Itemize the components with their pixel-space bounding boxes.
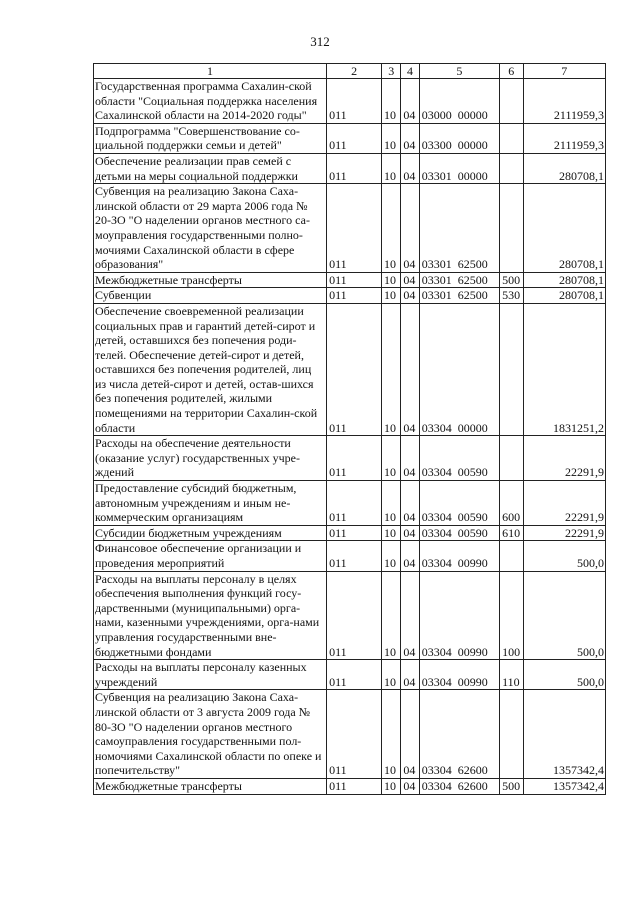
row-section: 10 (382, 660, 401, 690)
row-target-article: 03300 00000 (419, 123, 499, 153)
row-amount: 280708,1 (523, 272, 606, 288)
page-number: 312 (310, 34, 330, 49)
row-code: 011 (327, 79, 382, 124)
row-target-article: 03304 00590 (419, 481, 499, 526)
row-subsection: 04 (401, 541, 419, 571)
row-name: Финансовое обеспечение организации и проведения мероприятий (94, 541, 327, 571)
row-amount: 22291,9 (523, 436, 606, 481)
row-target-article: 03304 62600 (419, 778, 499, 794)
row-name: Предоставление субсидий бюджетным, автономным учреждениям и иным не-коммерческим организациям (94, 481, 327, 526)
row-section: 10 (382, 778, 401, 794)
row-name: Субвенция на реализацию Закона Саха-линской области от 29 марта 2006 года № 20-ЗО "О наделении органов местного са-моуправления государственными полно-мочиями Сахалинской области в сфере образования" (94, 184, 327, 273)
row-expense-type (500, 303, 523, 435)
row-subsection: 04 (401, 436, 419, 481)
row-code: 011 (327, 525, 382, 541)
row-target-article: 03000 00000 (419, 79, 499, 124)
row-expense-type (500, 436, 523, 481)
row-code: 011 (327, 184, 382, 273)
row-section: 10 (382, 525, 401, 541)
row-name: Субвенции (94, 288, 327, 304)
budget-table (93, 63, 606, 795)
header-col-6: 6 (500, 64, 523, 79)
row-section: 10 (382, 272, 401, 288)
row-section: 10 (382, 690, 401, 779)
table-row (94, 541, 606, 571)
row-target-article: 03301 62500 (419, 184, 499, 273)
row-amount: 280708,1 (523, 184, 606, 273)
row-subsection: 04 (401, 272, 419, 288)
header-col-4: 4 (401, 64, 419, 79)
table-row (94, 272, 606, 288)
row-expense-type: 110 (500, 660, 523, 690)
table-row (94, 153, 606, 183)
row-amount: 500,0 (523, 660, 606, 690)
table-row (94, 778, 606, 794)
row-code: 011 (327, 778, 382, 794)
row-code: 011 (327, 660, 382, 690)
row-section: 10 (382, 436, 401, 481)
row-section: 10 (382, 153, 401, 183)
row-target-article: 03304 00990 (419, 660, 499, 690)
row-expense-type (500, 123, 523, 153)
row-name: Обеспечение своевременной реализации социальных прав и гарантий детей-сирот и детей, оставшихся без попечения роди-телей. Обеспечение детей-сирот и детей, оставшихся без попечения родителей, лиц из числа детей-сирот и детей, остав-шихся без попечения родителей, жилыми помещениями на территории Сахалин-ской области (94, 303, 327, 435)
table-row (94, 184, 606, 273)
row-subsection: 04 (401, 288, 419, 304)
row-name: Субсидии бюджетным учреждениям (94, 525, 327, 541)
row-expense-type: 100 (500, 571, 523, 660)
row-code: 011 (327, 436, 382, 481)
row-subsection: 04 (401, 123, 419, 153)
row-name: Расходы на выплаты персоналу в целях обеспечения выполнения функций госу-дарственными (муниципальными) орга-нами, казенными учреждениями, орга-нами управления государственными вне-бюджетными фондами (94, 571, 327, 660)
row-subsection: 04 (401, 525, 419, 541)
row-target-article: 03301 62500 (419, 288, 499, 304)
row-code: 011 (327, 571, 382, 660)
table-row (94, 436, 606, 481)
row-subsection: 04 (401, 778, 419, 794)
row-amount: 280708,1 (523, 288, 606, 304)
row-section: 10 (382, 123, 401, 153)
row-target-article: 03301 62500 (419, 272, 499, 288)
row-section: 10 (382, 571, 401, 660)
row-target-article: 03304 00590 (419, 436, 499, 481)
row-subsection: 04 (401, 184, 419, 273)
row-amount: 1831251,2 (523, 303, 606, 435)
row-subsection: 04 (401, 303, 419, 435)
row-expense-type: 500 (500, 778, 523, 794)
table-row (94, 690, 606, 779)
row-code: 011 (327, 481, 382, 526)
header-col-3: 3 (382, 64, 401, 79)
row-amount: 22291,9 (523, 481, 606, 526)
row-name: Субвенция на реализацию Закона Саха-линской области от 3 августа 2009 года № 80-ЗО "О наделении органов местного самоуправления государственными пол-номочиями Сахалинской области по опеке и попечительству" (94, 690, 327, 779)
row-section: 10 (382, 481, 401, 526)
row-code: 011 (327, 541, 382, 571)
row-name: Расходы на выплаты персоналу казенных учреждений (94, 660, 327, 690)
table-row (94, 571, 606, 660)
row-amount: 1357342,4 (523, 778, 606, 794)
table-row (94, 525, 606, 541)
row-expense-type (500, 184, 523, 273)
row-code: 011 (327, 272, 382, 288)
header-col-5: 5 (419, 64, 499, 79)
row-name: Подпрограмма "Совершенствование со-циальной поддержки семьи и детей" (94, 123, 327, 153)
row-section: 10 (382, 303, 401, 435)
row-expense-type: 610 (500, 525, 523, 541)
row-target-article: 03304 00990 (419, 571, 499, 660)
row-expense-type (500, 541, 523, 571)
row-expense-type: 500 (500, 272, 523, 288)
row-expense-type: 600 (500, 481, 523, 526)
row-code: 011 (327, 153, 382, 183)
row-code: 011 (327, 690, 382, 779)
row-target-article: 03304 62600 (419, 690, 499, 779)
row-subsection: 04 (401, 571, 419, 660)
table-row (94, 123, 606, 153)
row-amount: 1357342,4 (523, 690, 606, 779)
row-name: Расходы на обеспечение деятельности (оказание услуг) государственных учре-ждений (94, 436, 327, 481)
row-expense-type: 530 (500, 288, 523, 304)
row-code: 011 (327, 288, 382, 304)
header-col-2: 2 (327, 64, 382, 79)
row-amount: 22291,9 (523, 525, 606, 541)
row-name: Межбюджетные трансферты (94, 272, 327, 288)
row-expense-type (500, 690, 523, 779)
header-col-7: 7 (523, 64, 606, 79)
row-amount: 280708,1 (523, 153, 606, 183)
row-expense-type (500, 153, 523, 183)
row-code: 011 (327, 123, 382, 153)
row-section: 10 (382, 541, 401, 571)
header-col-1: 1 (94, 64, 327, 79)
row-amount: 2111959,3 (523, 79, 606, 124)
row-amount: 500,0 (523, 541, 606, 571)
table-row (94, 288, 606, 304)
row-target-article: 03304 00590 (419, 525, 499, 541)
row-amount: 2111959,3 (523, 123, 606, 153)
row-section: 10 (382, 184, 401, 273)
table-row (94, 481, 606, 526)
row-target-article: 03301 00000 (419, 153, 499, 183)
row-subsection: 04 (401, 153, 419, 183)
row-name: Обеспечение реализации прав семей с детьми на меры социальной поддержки (94, 153, 327, 183)
row-subsection: 04 (401, 79, 419, 124)
row-amount: 500,0 (523, 571, 606, 660)
row-section: 10 (382, 79, 401, 124)
row-name: Государственная программа Сахалин-ской области "Социальная поддержка населения Сахалинской области на 2014-2020 годы" (94, 79, 327, 124)
table-row (94, 303, 606, 435)
row-code: 011 (327, 303, 382, 435)
row-target-article: 03304 00990 (419, 541, 499, 571)
row-target-article: 03304 00000 (419, 303, 499, 435)
row-expense-type (500, 79, 523, 124)
table-row (94, 660, 606, 690)
row-subsection: 04 (401, 690, 419, 779)
row-subsection: 04 (401, 481, 419, 526)
header-row (94, 64, 606, 79)
table-row (94, 79, 606, 124)
row-subsection: 04 (401, 660, 419, 690)
row-section: 10 (382, 288, 401, 304)
row-name: Межбюджетные трансферты (94, 778, 327, 794)
